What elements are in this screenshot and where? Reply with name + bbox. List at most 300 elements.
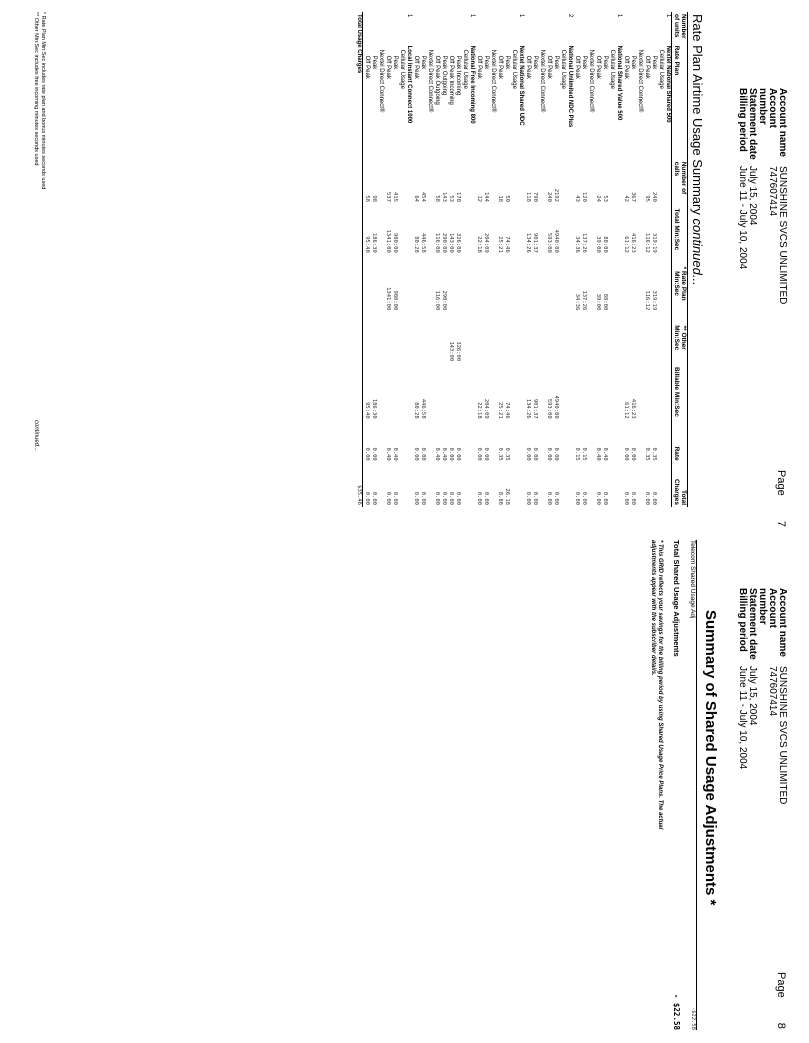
billable-minsec-cell: 593:00	[546, 398, 552, 419]
period-label: Peak Incoming	[455, 55, 461, 96]
billable-minsec-cell: 61:12	[623, 402, 629, 419]
table-row	[384, 12, 391, 507]
rateplan-minsec-cell: 319:19	[651, 290, 657, 311]
usage-type-label: Cellular Usage	[462, 49, 468, 89]
period-label: Peak	[420, 55, 426, 70]
table-row	[503, 12, 510, 507]
rateplan-minsec-cell	[412, 255, 419, 313]
usage-type-row	[636, 12, 643, 507]
usage-type-row	[461, 12, 468, 507]
rate-cell: 0.15	[574, 447, 580, 461]
other-minsec-cell	[391, 312, 398, 363]
total-adj-row	[672, 540, 681, 1030]
rate-cell: 0.40	[434, 447, 440, 461]
usage-type-label: Cellular Usage	[511, 49, 517, 89]
other-minsec-cell: 326:00	[455, 341, 461, 362]
plan-row	[468, 12, 475, 507]
billable-minsec-cell	[391, 363, 398, 421]
table-row	[482, 12, 489, 507]
table-row	[370, 12, 377, 507]
calls-cell: 240	[651, 192, 657, 202]
other-minsec-cell	[475, 312, 482, 363]
table-row	[594, 12, 601, 507]
usage-type-row	[398, 12, 405, 507]
continued-note: continued...	[33, 420, 39, 452]
rateplan-minsec-cell: 34:36	[574, 293, 580, 311]
period-label: Peak	[581, 55, 587, 70]
other-minsec-cell	[363, 312, 371, 363]
billable-minsec-cell: 80:28	[413, 402, 419, 419]
rate-cell: 0.00	[455, 447, 461, 461]
rate-plan-rows	[363, 12, 672, 507]
telecom-adj-label: Telecom Shared Usage Adj	[689, 540, 696, 619]
period-label: Off Peak	[497, 55, 503, 79]
other-minsec-cell	[496, 312, 503, 363]
rateplan-minsec-cell	[363, 255, 371, 313]
calls-cell: 98	[371, 195, 377, 202]
table-row	[629, 12, 636, 507]
period-label: Off Peak	[385, 55, 391, 79]
usage-type-row	[559, 12, 566, 507]
rateplan-minsec-cell	[629, 255, 636, 313]
rate-cell: 0.35	[497, 447, 503, 461]
table-row	[363, 12, 371, 507]
telecom-adj-value: -$22.58	[690, 1006, 696, 1030]
total-minsec-cell: 143:00	[448, 232, 454, 253]
total-minsec-cell: 416:23	[630, 232, 636, 253]
other-minsec-cell	[531, 312, 538, 363]
calls-cell: 170	[455, 192, 461, 202]
table-row	[524, 12, 531, 507]
calls-cell: 118	[525, 192, 531, 202]
page-number-7: Page 7	[775, 470, 787, 527]
other-minsec-cell	[433, 312, 440, 363]
billable-minsec-cell	[454, 363, 461, 421]
period-label: Peak	[504, 55, 510, 70]
charges-cell: 26.18	[504, 488, 510, 505]
total-minsec-cell: 88:00	[602, 236, 608, 253]
total-minsec-cell: 4940:00	[553, 229, 559, 253]
usage-type-row	[377, 12, 384, 507]
adjustments-note: * This GRID reflects your savings for the billing period by using Shared Usage Price Plans. The actual adjustments appear with the subscriber details.	[650, 540, 663, 830]
rate-cell: 0.00	[532, 447, 538, 461]
period-label: Peak	[532, 55, 538, 70]
period-label: Peak	[630, 55, 636, 70]
other-minsec-cell	[482, 312, 489, 363]
calls-cell: 790	[532, 192, 538, 202]
table-row	[580, 12, 587, 507]
billable-minsec-cell: 74:46	[504, 402, 510, 419]
period-label: Off Peak Incoming	[448, 55, 454, 105]
period-label: Off Peak	[546, 55, 552, 79]
calls-cell: 454	[420, 192, 426, 202]
plan-row	[615, 12, 622, 507]
billable-minsec-cell: 446:58	[420, 398, 426, 419]
charges-cell: 0.00	[595, 491, 601, 505]
period-label: Off Peak	[413, 55, 419, 79]
table-row	[622, 12, 629, 507]
usage-type-row	[538, 12, 545, 507]
plan-row	[566, 12, 573, 507]
charges-cell: 0.00	[455, 491, 461, 505]
charges-cell: 0.00	[434, 491, 440, 505]
calls-cell: 144	[483, 192, 489, 202]
table-row	[552, 12, 559, 507]
charges-cell: 8.88	[497, 491, 503, 505]
usage-type-label: Nextel Direct Connect®	[637, 49, 643, 113]
charges-cell: 0.00	[581, 491, 587, 505]
charges-cell: 0.00	[441, 491, 447, 505]
usage-type-label: Cellular Usage	[658, 49, 664, 89]
adjustments-title: Summary of Shared Usage Adjustments *	[702, 610, 719, 906]
calls-cell: 50	[504, 195, 510, 202]
total-minsec-cell: 61:12	[623, 236, 629, 253]
table-row	[391, 12, 398, 507]
billable-minsec-cell: 22:18	[476, 402, 482, 419]
rate-cell: 0.00	[483, 447, 489, 461]
plan-name: National Unlimited NDC Plus	[567, 45, 573, 128]
period-label: Off Peak	[574, 55, 580, 79]
calls-cell: 95	[644, 195, 650, 202]
col-total-minsec: Total Min:Sec	[673, 208, 680, 251]
plan-name: Nextel National Shared 500	[665, 45, 671, 123]
col-other-minsec: ** Other Min:Sec	[673, 325, 687, 351]
billable-minsec-cell: 416:23	[630, 398, 636, 419]
table-row	[440, 12, 447, 507]
plan-name: National Shared Value 500	[616, 45, 622, 121]
table-row	[643, 12, 650, 507]
charges-cell: 0.00	[413, 491, 419, 505]
other-minsec-cell	[622, 312, 629, 363]
plan-row	[517, 12, 524, 507]
billable-minsec-cell	[650, 363, 657, 421]
total-minsec-cell: 593:00	[546, 232, 552, 253]
total-minsec-cell: 74:46	[504, 236, 510, 253]
total-minsec-cell: 326:00	[455, 232, 461, 253]
table-row	[531, 12, 538, 507]
plan-name: Nextel National Shared UDC	[518, 45, 524, 126]
usage-type-row	[657, 12, 664, 507]
period-label: Off Peak	[644, 55, 650, 79]
rate-cell: 0.00	[546, 447, 552, 461]
table-row	[650, 12, 657, 507]
charges-cell: 0.00	[553, 491, 559, 505]
charges-cell: 0.00	[448, 491, 454, 505]
calls-cell: 2192	[553, 188, 559, 202]
usage-type-row	[587, 12, 594, 507]
billable-minsec-cell	[447, 363, 454, 421]
billable-minsec-cell	[601, 363, 608, 421]
rateplan-minsec-cell	[496, 255, 503, 313]
period-label: Peak Outgoing	[441, 55, 447, 96]
calls-cell: 53	[448, 195, 454, 202]
period-label: Peak	[483, 55, 489, 70]
billable-minsec-cell: 204:09	[483, 398, 489, 419]
table-row	[601, 12, 608, 507]
rateplan-minsec-cell: 39:00	[595, 293, 601, 311]
footnotes	[33, 12, 46, 189]
footnote-other: ** Other Min:Sec includes free incoming minutes seconds used	[33, 12, 40, 166]
charges-cell: 0.00	[623, 491, 629, 505]
period-label: Peak	[371, 55, 377, 70]
rateplan-minsec-cell	[552, 255, 559, 313]
total-minsec-cell: 980:00	[392, 232, 398, 253]
total-minsec-cell: 446:58	[420, 232, 426, 253]
rate-cell: 0.00	[371, 447, 377, 461]
rate-cell: 0.15	[581, 447, 587, 461]
rate-cell: 0.00	[623, 447, 629, 461]
usage-type-row	[489, 12, 496, 507]
rate-cell: 0.00	[364, 447, 370, 461]
plan-row	[405, 12, 412, 507]
rateplan-minsec-cell	[531, 255, 538, 313]
charges-cell: 0.00	[525, 491, 531, 505]
other-minsec-cell	[440, 312, 447, 363]
billable-minsec-cell: 95:40	[364, 402, 370, 419]
rateplan-minsec-cell	[545, 255, 552, 313]
period-label: Off Peak Outgoing	[434, 55, 440, 105]
period-label: Peak	[602, 55, 608, 70]
charges-cell: 0.00	[630, 491, 636, 505]
total-usage-row	[355, 12, 363, 507]
billable-minsec-cell	[580, 363, 587, 421]
charges-cell: 0.00	[385, 491, 391, 505]
account-header: Account name SUNSHINE SVCS UNLIMITED Account number 747607414 Statement date July 15, 2004 Billing period June 11 - July 10, 2004	[737, 88, 788, 305]
table-row	[447, 12, 454, 507]
usage-type-row	[426, 12, 433, 507]
calls-cell: 43	[574, 195, 580, 202]
period-label: Off Peak	[476, 55, 482, 79]
billable-minsec-cell: 25:21	[497, 402, 503, 419]
table-row	[419, 12, 426, 507]
period-label: Off Peak	[595, 55, 601, 79]
rate-cell: 0.35	[651, 447, 657, 461]
charges-cell: 0.00	[644, 491, 650, 505]
col-charges: Total Charges	[673, 478, 687, 505]
other-minsec-cell	[419, 312, 426, 363]
rateplan-minsec-cell	[419, 255, 426, 313]
table-row	[496, 12, 503, 507]
billable-minsec-cell: 134:26	[525, 398, 531, 419]
rate-cell: 0.40	[602, 447, 608, 461]
total-minsec-cell: 186:30	[371, 232, 377, 253]
col-rateplan-minsec: * Rate Plan Min:Sec	[673, 266, 687, 301]
billable-minsec-cell: 901:37	[532, 398, 538, 419]
rateplan-minsec-cell	[454, 255, 461, 313]
usage-type-label: Nextel Direct Connect®	[378, 49, 384, 113]
statement-page-8	[0, 540, 809, 1043]
usage-type-row	[608, 12, 615, 507]
total-minsec-cell: 319:19	[651, 232, 657, 253]
rateplan-minsec-cell: 116:00	[434, 290, 440, 311]
calls-cell: 58	[434, 195, 440, 202]
col-rate: Rate	[673, 446, 680, 461]
total-minsec-cell: 901:37	[532, 232, 538, 253]
charges-cell: 0.00	[651, 491, 657, 505]
charges-cell: 0.00	[420, 491, 426, 505]
rate-cell: 0.35	[504, 447, 510, 461]
calls-cell: 240	[546, 192, 552, 202]
plan-name: Local Instant Connect 1000	[406, 45, 412, 124]
other-minsec-cell: 143:00	[448, 341, 454, 362]
rate-cell: 0.00	[420, 447, 426, 461]
total-adj-label: Total Shared Usage Adjustments	[672, 540, 681, 657]
other-minsec-cell	[412, 312, 419, 363]
charges-cell: 0.00	[602, 491, 608, 505]
calls-cell: 42	[623, 195, 629, 202]
table-row	[433, 12, 440, 507]
other-minsec-cell	[503, 312, 510, 363]
plan-units: 1	[616, 14, 622, 18]
rate-cell: 0.00	[525, 447, 531, 461]
period-label: Peak	[553, 55, 559, 70]
rate-cell: 0.00	[448, 447, 454, 461]
plan-units: 1	[406, 14, 412, 18]
charges-cell: 0.00	[364, 491, 370, 505]
col-rate-plan: Rate Plan	[673, 45, 680, 76]
rateplan-minsec-cell	[622, 255, 629, 313]
table-row	[545, 12, 552, 507]
total-minsec-cell: 95:40	[364, 236, 370, 253]
rateplan-minsec-cell: 116:12	[644, 290, 650, 311]
calls-cell: 18	[497, 195, 503, 202]
billable-minsec-cell: 186:30	[371, 398, 377, 419]
period-label: Off Peak	[364, 55, 370, 79]
other-minsec-cell	[552, 312, 559, 363]
calls-cell: 53	[602, 195, 608, 202]
total-minsec-cell: 39:00	[595, 236, 601, 253]
total-minsec-cell: 290:00	[441, 232, 447, 253]
charges-cell: 0.00	[476, 491, 482, 505]
total-minsec-cell: 204:09	[483, 232, 489, 253]
page-number-8: Page 8	[775, 972, 787, 1029]
usage-type-label: Nextel Direct Connect®	[490, 49, 496, 113]
plan-units: 1	[518, 14, 524, 18]
other-minsec-cell	[643, 312, 650, 363]
charges-cell: 0.00	[546, 491, 552, 505]
table-row	[412, 12, 419, 507]
rate-cell: 0.00	[413, 447, 419, 461]
usage-type-label: Cellular Usage	[609, 49, 615, 89]
table-row	[475, 12, 482, 507]
total-minsec-cell: 34:36	[574, 236, 580, 253]
period-label: Peak	[392, 55, 398, 70]
billable-minsec-cell	[440, 363, 447, 421]
calls-cell: 12	[476, 195, 482, 202]
telecom-adj-row	[689, 540, 697, 1030]
usage-type-label: Cellular Usage	[560, 49, 566, 89]
billable-minsec-cell: 4940:00	[553, 395, 559, 419]
rateplan-minsec-cell: 137:26	[581, 290, 587, 311]
calls-cell: 143	[441, 192, 447, 202]
usage-type-label: Cellular Usage	[399, 49, 405, 89]
rate-cell: 0.40	[595, 447, 601, 461]
other-minsec-cell	[573, 312, 580, 363]
total-usage-value: $35.46	[355, 463, 363, 507]
rate-cell: 0.40	[441, 447, 447, 461]
rateplan-minsec-cell	[503, 255, 510, 313]
calls-cell: 64	[413, 195, 419, 202]
plan-name: National Free Incoming 800	[469, 45, 475, 124]
col-units: Number of units	[673, 14, 687, 39]
table-row	[454, 12, 461, 507]
charges-cell: 0.00	[483, 491, 489, 505]
total-adj-value: - $22.58	[672, 993, 681, 1030]
calls-cell: 415	[392, 192, 398, 202]
calls-cell: 120	[581, 192, 587, 202]
rateplan-minsec-cell: 290:00	[441, 290, 447, 311]
rateplan-minsec-cell: 88:00	[602, 293, 608, 311]
total-minsec-cell: 137:26	[581, 232, 587, 253]
billable-minsec-cell	[643, 363, 650, 421]
billable-minsec-cell	[573, 363, 580, 421]
rate-cell: 0.00	[553, 447, 559, 461]
plan-units: 2	[567, 14, 573, 18]
rateplan-minsec-cell	[370, 255, 377, 313]
plan-row	[664, 12, 672, 507]
other-minsec-cell	[545, 312, 552, 363]
other-minsec-cell	[384, 312, 391, 363]
rate-cell: 0.35	[644, 447, 650, 461]
total-minsec-cell: 134:26	[525, 232, 531, 253]
col-billable-minsec: Billable Min:Sec	[673, 367, 680, 417]
other-minsec-cell	[601, 312, 608, 363]
plan-units: 1	[665, 14, 671, 18]
total-minsec-cell: 80:28	[413, 236, 419, 253]
page-title: Rate Plan Airtime Usage Summary continued...	[690, 14, 705, 286]
period-label: Off Peak	[525, 55, 531, 79]
col-calls: Number of calls	[673, 161, 687, 195]
total-usage-label: Total Usage Charges	[355, 12, 363, 160]
rateplan-minsec-cell	[447, 255, 454, 313]
total-minsec-cell: 22:18	[476, 236, 482, 253]
rateplan-minsec-cell	[475, 255, 482, 313]
calls-cell: 367	[630, 192, 636, 202]
rateplan-minsec-cell	[524, 255, 531, 313]
calls-cell: 24	[595, 195, 601, 202]
calls-cell: 58	[364, 195, 370, 202]
total-minsec-cell: 116:00	[434, 232, 440, 253]
rateplan-minsec-cell	[482, 255, 489, 313]
billable-minsec-cell	[433, 363, 440, 421]
table-row	[573, 12, 580, 507]
usage-type-label: Nextel Direct Connect®	[588, 49, 594, 113]
account-header-8: Account name SUNSHINE SVCS UNLIMITED Account number 747607414 Statement date July 15, 2004 Billing period June 11 - July 10, 2004	[737, 588, 788, 805]
other-minsec-cell	[629, 312, 636, 363]
period-label: Peak	[651, 55, 657, 70]
rate-cell: 0.40	[385, 447, 391, 461]
rateplan-minsec-cell: 980:00	[392, 290, 398, 311]
rateplan-minsec-cell: 1341:00	[385, 287, 391, 311]
other-minsec-cell	[524, 312, 531, 363]
calls-cell: 537	[385, 192, 391, 202]
rate-plan-table	[355, 12, 688, 507]
charges-cell: 0.00	[371, 491, 377, 505]
charges-cell: 0.00	[392, 491, 398, 505]
period-label: Off Peak	[623, 55, 629, 79]
charges-cell: 0.00	[532, 491, 538, 505]
table-header-row	[672, 12, 688, 507]
total-minsec-cell: 116:12	[644, 232, 650, 253]
billable-minsec-cell	[384, 363, 391, 421]
usage-type-label: Nextel Direct Connect®	[539, 49, 545, 113]
other-minsec-cell	[594, 312, 601, 363]
usage-type-row	[510, 12, 517, 507]
rate-cell: 0.40	[392, 447, 398, 461]
total-minsec-cell: 25:21	[497, 236, 503, 253]
plan-units: 1	[469, 14, 475, 18]
other-minsec-cell	[370, 312, 377, 363]
